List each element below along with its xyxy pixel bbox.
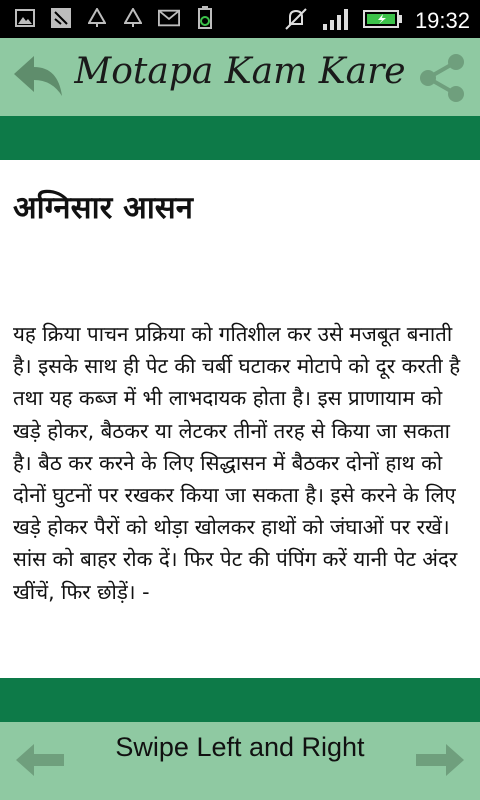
battery-icon: [363, 9, 403, 33]
battery-app-icon: [194, 7, 216, 29]
share-icon: [414, 50, 470, 106]
article-heading: अग्निसार आसन: [13, 190, 193, 226]
status-bar: [0, 0, 480, 38]
bottom-divider-band: [0, 678, 480, 722]
tree-icon: [122, 7, 144, 29]
next-button[interactable]: [412, 740, 468, 780]
system-icons: [283, 6, 470, 36]
top-divider-band: [0, 116, 480, 160]
app-title: Motapa Kam Kare: [74, 51, 406, 92]
gmail-icon: [158, 7, 180, 29]
signal-icon: [321, 7, 351, 35]
right-arrow-icon: [412, 740, 468, 780]
clock: 19:32: [414, 8, 470, 33]
article-body: यह क्रिया पाचन प्रक्रिया को गतिशील कर उसे मजबूत बनाती है। इसके साथ ही पेट की चर्बी घटाकर मोटापे को दूर करती है तथा यह कब्ज में भी लाभदायक होता है। इस प्राणायाम को खड़े होकर, बैठकर या लेटकर तीनों तरह से किया जा सकता है। बैठ कर करने के लिए सिद्धासन में बैठकर दोनों हाथ को दोनों घुटनों पर रखकर किया जा सकता है। इसे करने के लिए खड़े होकर पैरों को थोड़ा खोलकर हाथों को जंघाओं पर रखें। सांस को बाहर रोक दें। फिर पेट की पंपिंग करें यानी पेट अंदर खींचें, फिर छोड़ें। -: [13, 322, 461, 604]
cleaner-icon: [50, 7, 72, 29]
bottom-bar: [0, 722, 480, 800]
article: [0, 160, 480, 678]
app-bar: [0, 38, 480, 116]
notification-icons: [14, 7, 216, 29]
swipe-hint: Swipe Left and Right: [115, 732, 365, 762]
gallery-icon: [14, 7, 36, 29]
tree-icon: [86, 7, 108, 29]
share-button[interactable]: [414, 50, 470, 106]
mute-icon: [283, 6, 309, 36]
